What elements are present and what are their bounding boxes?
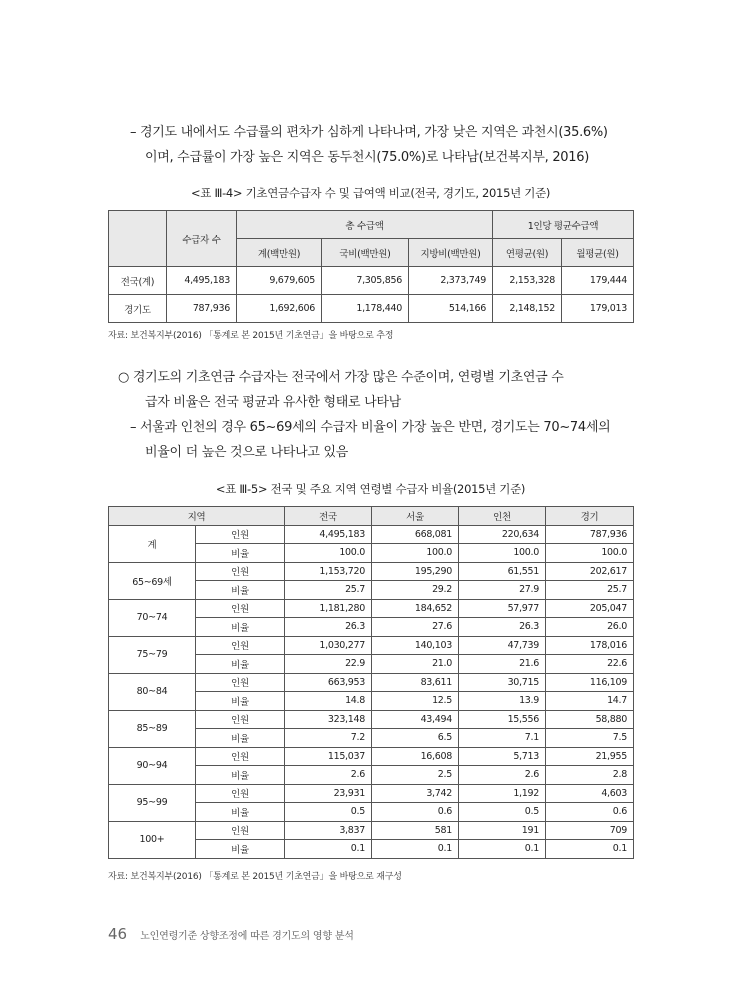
table-4-region: 전국(계) [109, 267, 167, 295]
table-4-cell: 2,153,328 [493, 267, 562, 295]
table-5-cell: 15,556 [459, 710, 546, 729]
paragraph-1-line-2: 이며, 수급률이 가장 높은 지역은 동두천시(75.0%)로 나타남(보건복지부, 2016) [145, 150, 589, 165]
table-5-cell: 115,037 [285, 747, 372, 766]
table-5-cell: 16,608 [372, 747, 459, 766]
table-4-header-sum: 계(백만원) [237, 239, 322, 267]
table-row [109, 747, 634, 766]
paragraph-1 [130, 120, 690, 170]
table-4-header-local: 지방비(백만원) [409, 239, 493, 267]
table-4-cell: 2,148,152 [493, 295, 562, 323]
page-number: 46 [108, 925, 128, 943]
table-5-cell: 100.0 [372, 544, 459, 563]
table-5-age-group: 90~94 [109, 747, 196, 784]
table-4-cell: 4,495,183 [167, 267, 237, 295]
paragraph-1-line-1: – 경기도 내에서도 수급률의 편차가 심하게 나타나며, 가장 낮은 지역은 과천시(35.6%) [130, 125, 608, 140]
table-5-measure-label: 비율 [196, 840, 285, 859]
table-5-cell: 5,713 [459, 747, 546, 766]
table-5-age-group: 85~89 [109, 710, 196, 747]
table-5-cell: 58,880 [546, 710, 634, 729]
table-4-caption: <표 Ⅲ-4> 기초연금수급자 수 및 급여액 비교(전국, 경기도, 2015년 기준) [190, 186, 551, 200]
table-5-cell: 0.1 [459, 840, 546, 859]
table-5-header-region: 지역 [109, 507, 285, 526]
table-5-cell: 13.9 [459, 692, 546, 711]
table-4-cell: 1,178,440 [322, 295, 409, 323]
table-5-cell: 22.9 [285, 655, 372, 674]
table-5-age-group: 100+ [109, 821, 196, 858]
table-5-cell: 4,603 [546, 784, 634, 803]
table-5-cell: 4,495,183 [285, 525, 372, 544]
table-5-source: 자료: 보건복지부(2016) 「통계로 본 2015년 기초연금」을 바탕으로 재구성 [108, 872, 402, 882]
table-5-cell: 140,103 [372, 636, 459, 655]
table-4-cell: 9,679,605 [237, 267, 322, 295]
table-5-cell: 14.7 [546, 692, 634, 711]
table-5-age-group: 80~84 [109, 673, 196, 710]
table-5-cell: 668,081 [372, 525, 459, 544]
table-5-measure-label: 비율 [196, 729, 285, 748]
table-5-cell: 43,494 [372, 710, 459, 729]
table-5-header-national: 전국 [285, 507, 372, 526]
table-row [109, 710, 634, 729]
table-5-cell: 61,551 [459, 562, 546, 581]
table-5-cell: 2.5 [372, 766, 459, 785]
table-5-age-group: 70~74 [109, 599, 196, 636]
table-5-cell: 195,290 [372, 562, 459, 581]
table-5-measure-label: 인원 [196, 562, 285, 581]
table-5-cell: 178,016 [546, 636, 634, 655]
table-5-measure-label: 인원 [196, 636, 285, 655]
table-5-cell: 26.0 [546, 618, 634, 637]
table-5-cell: 116,109 [546, 673, 634, 692]
table-5-age-group: 75~79 [109, 636, 196, 673]
table-5-cell: 1,030,277 [285, 636, 372, 655]
table-5-measure-label: 인원 [196, 747, 285, 766]
table-5-cell: 0.1 [546, 840, 634, 859]
table-5-cell: 7.1 [459, 729, 546, 748]
table-5-cell: 26.3 [459, 618, 546, 637]
table-5-cell: 191 [459, 821, 546, 840]
table-row [109, 636, 634, 655]
table-5-measure-label: 인원 [196, 673, 285, 692]
table-5-measure-label: 인원 [196, 784, 285, 803]
table-row [109, 525, 634, 544]
table-4-header-monthly: 월평균(원) [562, 239, 634, 267]
table-4-header-per-person: 1인당 평균수급액 [493, 211, 634, 239]
table-5-cell: 6.5 [372, 729, 459, 748]
table-5-age-group: 계 [109, 525, 196, 562]
table-5-cell: 3,837 [285, 821, 372, 840]
table-5-cell: 1,181,280 [285, 599, 372, 618]
table-5-cell: 83,611 [372, 673, 459, 692]
table-5-measure-label: 인원 [196, 599, 285, 618]
table-row [109, 784, 634, 803]
table-5-cell: 205,047 [546, 599, 634, 618]
table-4-cell: 787,936 [167, 295, 237, 323]
table-5-cell: 323,148 [285, 710, 372, 729]
table-4-source: 자료: 보건복지부(2016) 「통계로 본 2015년 기초연금」을 바탕으로 추정 [108, 331, 394, 341]
table-row [109, 267, 634, 295]
table-5-cell: 23,931 [285, 784, 372, 803]
table-5-cell: 202,617 [546, 562, 634, 581]
table-5-measure-label: 비율 [196, 655, 285, 674]
table-5-header-gyeonggi: 경기 [546, 507, 634, 526]
table-row [109, 599, 634, 618]
table-5-cell: 184,652 [372, 599, 459, 618]
paragraph-2-line-1: ○ 경기도의 기초연금 수급자는 전국에서 가장 많은 수준이며, 연령별 기초연금 수 [118, 370, 564, 385]
table-5-cell: 1,192 [459, 784, 546, 803]
paragraph-2 [118, 365, 693, 465]
table-5-measure-label: 비율 [196, 692, 285, 711]
table-5-cell: 2.8 [546, 766, 634, 785]
table-5-measure-label: 인원 [196, 525, 285, 544]
table-5-measure-label: 비율 [196, 581, 285, 600]
paragraph-2-line-2: 급자 비율은 전국 평균과 유사한 형태로 나타남 [145, 395, 401, 410]
table-4-header-recipients: 수급자 수 [167, 211, 237, 267]
table-5-cell: 21,955 [546, 747, 634, 766]
table-5-cell: 2.6 [459, 766, 546, 785]
table-5-cell: 2.6 [285, 766, 372, 785]
table-4-cell: 514,166 [409, 295, 493, 323]
table-5-cell: 0.1 [372, 840, 459, 859]
table-5-cell: 12.5 [372, 692, 459, 711]
table-4-header-annual: 연평균(원) [493, 239, 562, 267]
table-5-cell: 581 [372, 821, 459, 840]
table-5-cell: 100.0 [285, 544, 372, 563]
table-4-header-national: 국비(백만원) [322, 239, 409, 267]
table-4 [108, 210, 634, 323]
table-5-cell: 709 [546, 821, 634, 840]
table-4-cell: 2,373,749 [409, 267, 493, 295]
table-5-cell: 26.3 [285, 618, 372, 637]
table-5-measure-label: 비율 [196, 544, 285, 563]
table-5-caption: <표 Ⅲ-5> 전국 및 주요 지역 연령별 수급자 비율(2015년 기준) [215, 482, 526, 496]
table-5-cell: 3,742 [372, 784, 459, 803]
table-5-cell: 787,936 [546, 525, 634, 544]
table-5-cell: 663,953 [285, 673, 372, 692]
table-5-measure-label: 비율 [196, 803, 285, 822]
table-5-cell: 0.5 [459, 803, 546, 822]
table-4-cell: 7,305,856 [322, 267, 409, 295]
table-5-cell: 30,715 [459, 673, 546, 692]
table-row [109, 562, 634, 581]
table-5-cell: 27.9 [459, 581, 546, 600]
table-5-cell: 29.2 [372, 581, 459, 600]
table-5-cell: 0.6 [546, 803, 634, 822]
table-5-cell: 220,634 [459, 525, 546, 544]
table-5-cell: 0.1 [285, 840, 372, 859]
table-5-cell: 21.6 [459, 655, 546, 674]
table-5-age-group: 65~69세 [109, 562, 196, 599]
table-5-cell: 14.8 [285, 692, 372, 711]
table-4-region: 경기도 [109, 295, 167, 323]
table-5-header-seoul: 서울 [372, 507, 459, 526]
table-5-cell: 47,739 [459, 636, 546, 655]
table-5-cell: 57,977 [459, 599, 546, 618]
table-5-age-group: 95~99 [109, 784, 196, 821]
table-4-header-total: 총 수급액 [237, 211, 493, 239]
table-5-cell: 100.0 [459, 544, 546, 563]
table-5-cell: 21.0 [372, 655, 459, 674]
footer [108, 924, 354, 943]
paragraph-2-line-3: – 서울과 인천의 경우 65~69세의 수급자 비율이 가장 높은 반면, 경기도는 70~74세의 [130, 420, 611, 435]
table-5-cell: 0.5 [285, 803, 372, 822]
table-row [109, 295, 634, 323]
table-5-cell: 7.2 [285, 729, 372, 748]
table-4-corner-cell [109, 211, 167, 267]
table-row [109, 673, 634, 692]
table-5-cell: 27.6 [372, 618, 459, 637]
table-5 [108, 506, 634, 859]
table-4-cell: 179,013 [562, 295, 634, 323]
footer-title: 노인연령기준 상향조정에 따른 경기도의 영향 분석 [140, 931, 354, 942]
table-4-cell: 179,444 [562, 267, 634, 295]
table-5-measure-label: 비율 [196, 618, 285, 637]
table-5-cell: 0.6 [372, 803, 459, 822]
table-5-cell: 7.5 [546, 729, 634, 748]
table-5-measure-label: 인원 [196, 710, 285, 729]
table-5-header-incheon: 인천 [459, 507, 546, 526]
table-5-cell: 100.0 [546, 544, 634, 563]
table-5-cell: 25.7 [546, 581, 634, 600]
table-5-measure-label: 비율 [196, 766, 285, 785]
table-5-cell: 25.7 [285, 581, 372, 600]
table-5-measure-label: 인원 [196, 821, 285, 840]
table-4-cell: 1,692,606 [237, 295, 322, 323]
table-row [109, 821, 634, 840]
table-5-cell: 22.6 [546, 655, 634, 674]
paragraph-2-line-4: 비율이 더 높은 것으로 나타나고 있음 [145, 445, 349, 460]
table-5-cell: 1,153,720 [285, 562, 372, 581]
